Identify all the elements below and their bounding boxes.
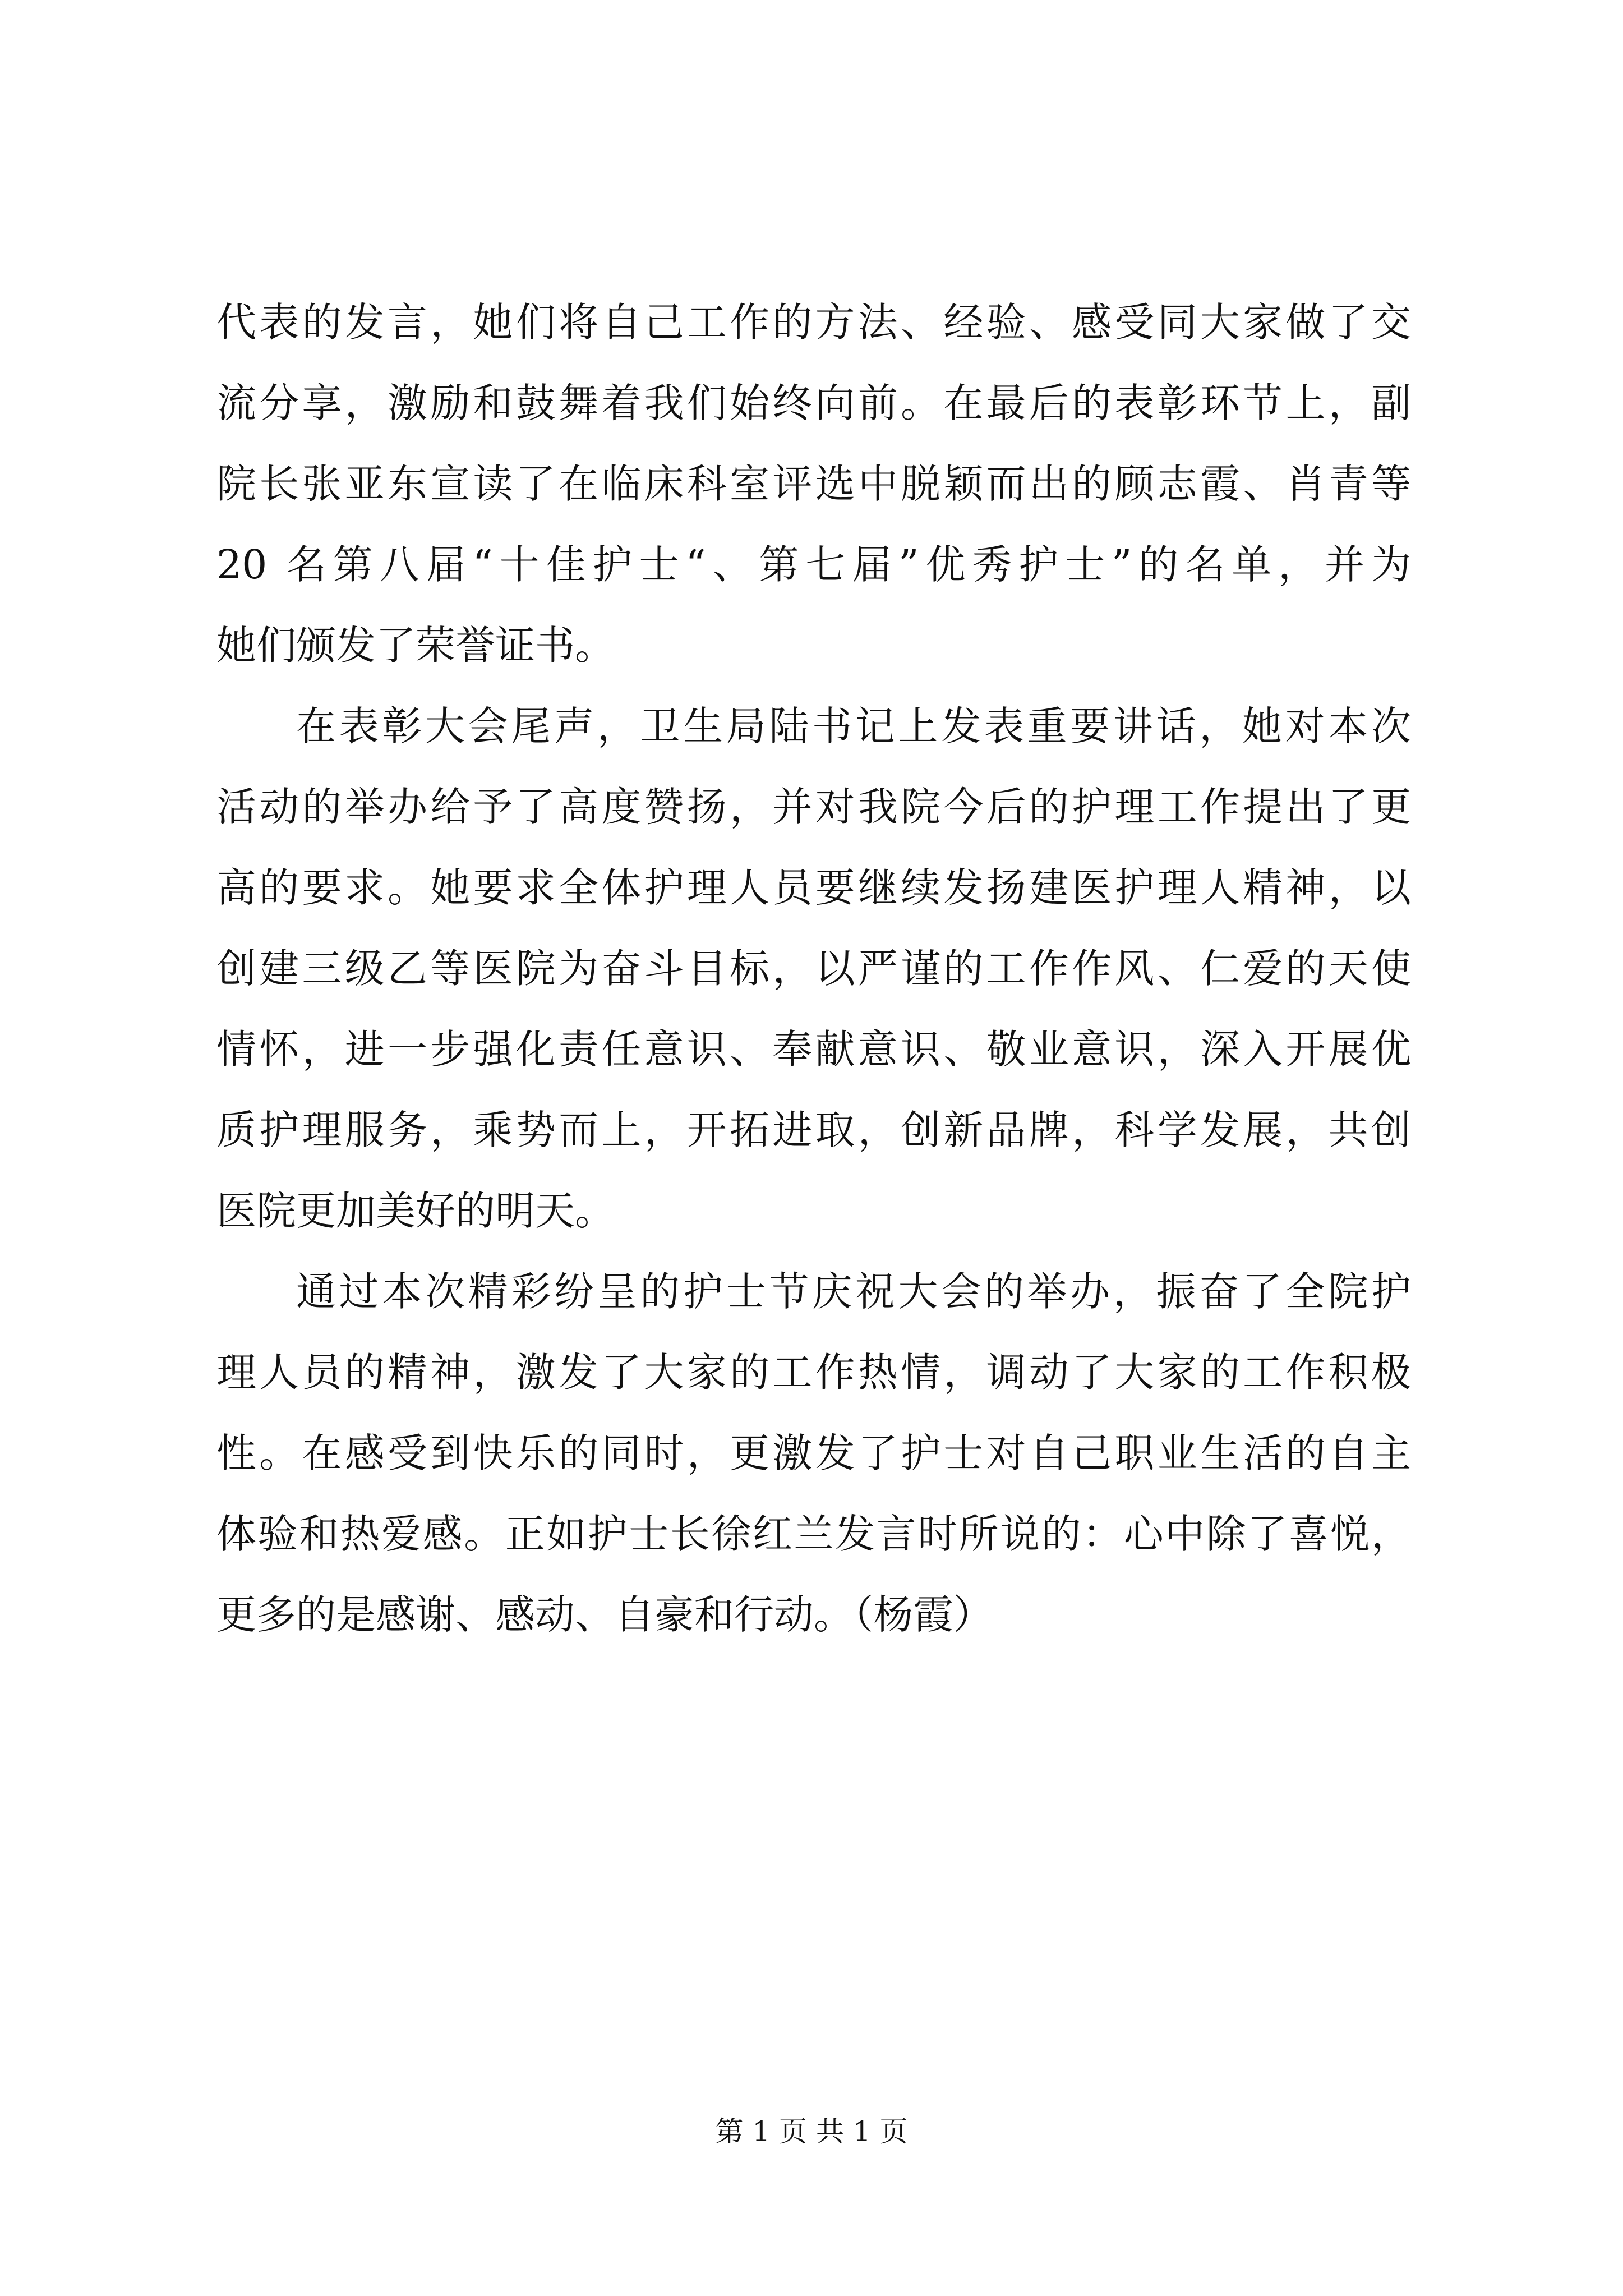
paragraph-1 bbox=[216, 282, 1411, 686]
page-number-footer: 第 1 页 共 1 页 bbox=[715, 2115, 908, 2148]
document-body bbox=[216, 282, 1411, 1655]
text-line: 代表的发言，她们将自己工作的方法、经验、感受同大家做了交 bbox=[216, 299, 1411, 346]
paragraph-3 bbox=[216, 1251, 1411, 1655]
text-line: 更多的是感谢、感动、自豪和行动。（杨霞） bbox=[216, 1591, 993, 1638]
text-line: 情怀，进一步强化责任意识、奉献意识、敬业意识，深入开展优 bbox=[216, 1026, 1411, 1073]
text-line: 院长张亚东宣读了在临床科室评选中脱颖而出的顾志霞、肖青等 bbox=[216, 461, 1411, 507]
text-line: 质护理服务，乘势而上，开拓进取，创新品牌，科学发展，共创 bbox=[216, 1107, 1411, 1153]
text-line: 高的要求。她要求全体护理人员要继续发扬建医护理人精神，以 bbox=[216, 864, 1411, 911]
paragraph-2 bbox=[216, 686, 1411, 1251]
text-line: 在表彰大会尾声，卫生局陆书记上发表重要讲话，她对本次 bbox=[296, 703, 1411, 749]
text-line: 20 名第八届“十佳护士“、第七届”优秀护士”的名单，并为 bbox=[216, 541, 1411, 588]
text-line: 活动的举办给予了高度赞扬，并对我院今后的护理工作提出了更 bbox=[216, 784, 1411, 830]
text-line: 流分享，激励和鼓舞着我们始终向前。在最后的表彰环节上，副 bbox=[216, 380, 1411, 426]
text-line: 性。在感受到快乐的同时，更激发了护士对自己职业生活的自主 bbox=[216, 1430, 1411, 1476]
text-line: 创建三级乙等医院为奋斗目标，以严谨的工作作风、仁爱的天使 bbox=[216, 945, 1411, 992]
text-line: 她们颁发了荣誉证书。 bbox=[216, 622, 615, 669]
text-line: 医院更加美好的明天。 bbox=[216, 1188, 615, 1234]
text-line: 体验和热爱感。正如护士长徐红兰发言时所说的：心中除了喜悦， bbox=[216, 1511, 1411, 1557]
text-line: 通过本次精彩纷呈的护士节庆祝大会的举办，振奋了全院护 bbox=[296, 1268, 1411, 1315]
text-line: 理人员的精神，激发了大家的工作热情，调动了大家的工作积极 bbox=[216, 1349, 1411, 1396]
